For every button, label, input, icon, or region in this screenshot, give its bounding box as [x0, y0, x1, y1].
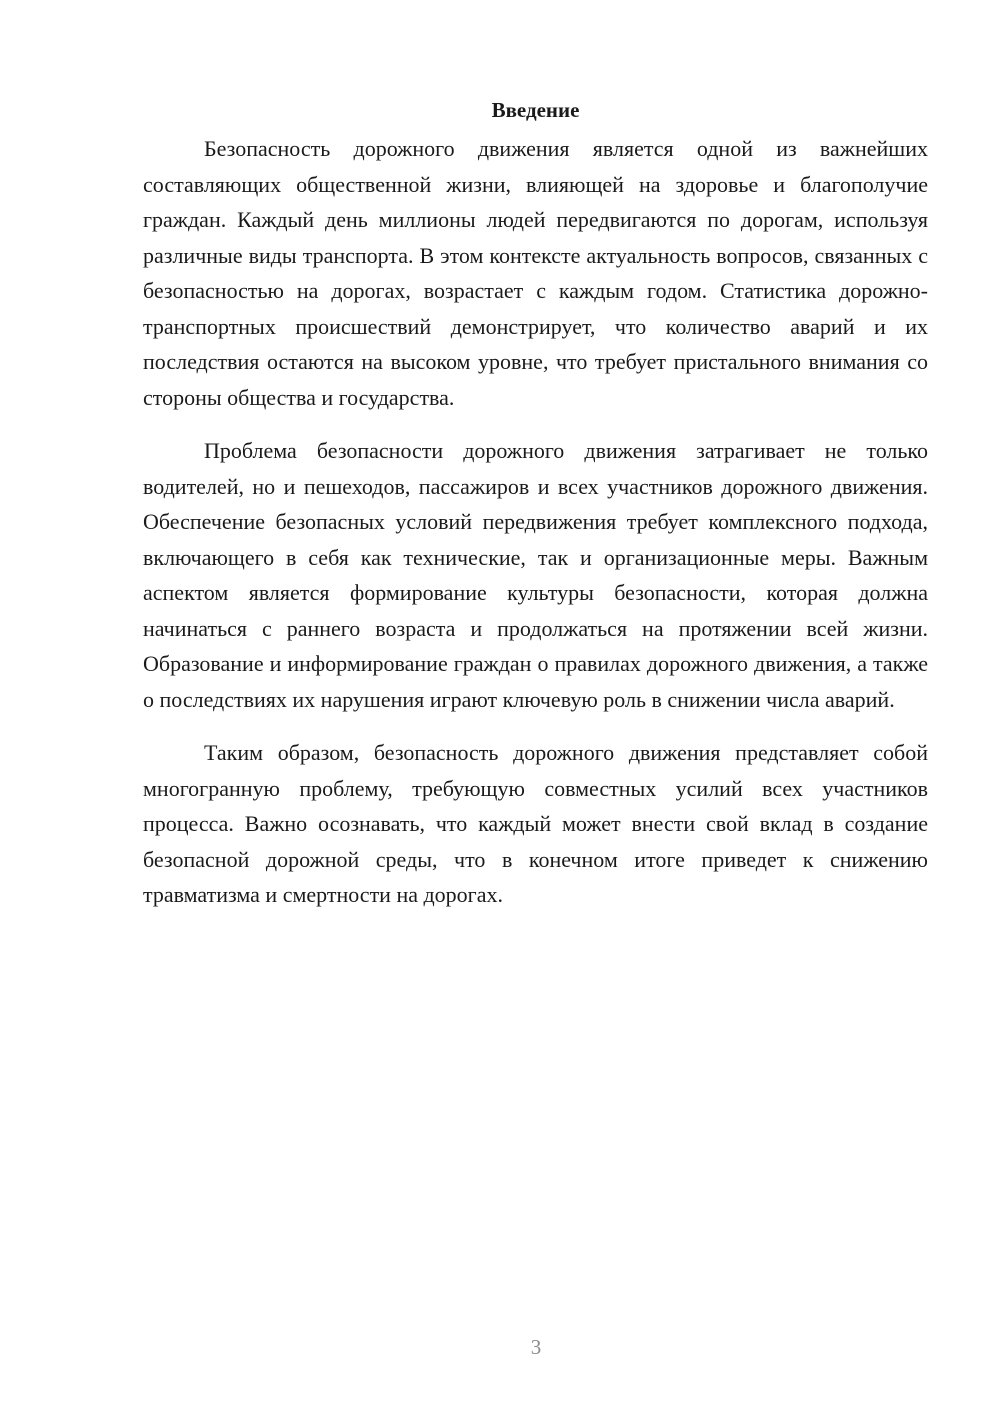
paragraph-1: Безопасность дорожного движения является одной из важнейших составляющих общественной жизни, влияющей на здоровье и благополучие граждан. Каждый день миллионы людей передвигаются по дорогам, используя различные виды транспорта. В этом контексте актуальность вопросов, связанных с безопасностью на дорогах, возрастает с каждым годом. Статистика дорожно-транспортных происшествий демонстрирует, что количество аварий и их последствия остаются на высоком уровне, что требует пристального внимания со стороны общества и государства.: [143, 136, 928, 410]
paragraph-3: Таким образом, безопасность дорожного движения представляет собой многогранную проблему, требующую совместных усилий всех участников процесса. Важно осознавать, что каждый может внести свой вклад в создание безопасной дорожной среды, что в конечном итоге приведет к снижению травматизма и смертности на дорогах.: [143, 740, 928, 907]
page-number: 3: [530, 1335, 542, 1359]
page-content: [143, 95, 928, 931]
paragraph-2: Проблема безопасности дорожного движения затрагивает не только водителей, но и пешеходов, пассажиров и всех участников дорожного движения. Обеспечение безопасных условий передвижения требует комплексного подхода, включающего в себя как технические, так и организационные меры. Важным аспектом является формирование культуры безопасности, которая должна начинаться с раннего возраста и продолжаться на протяжении всей жизни. Образование и информирование граждан о правилах дорожного движения, а также о последствиях их нарушения играют ключевую роль в снижении числа аварий.: [143, 438, 928, 712]
section-title: Введение: [491, 98, 580, 122]
